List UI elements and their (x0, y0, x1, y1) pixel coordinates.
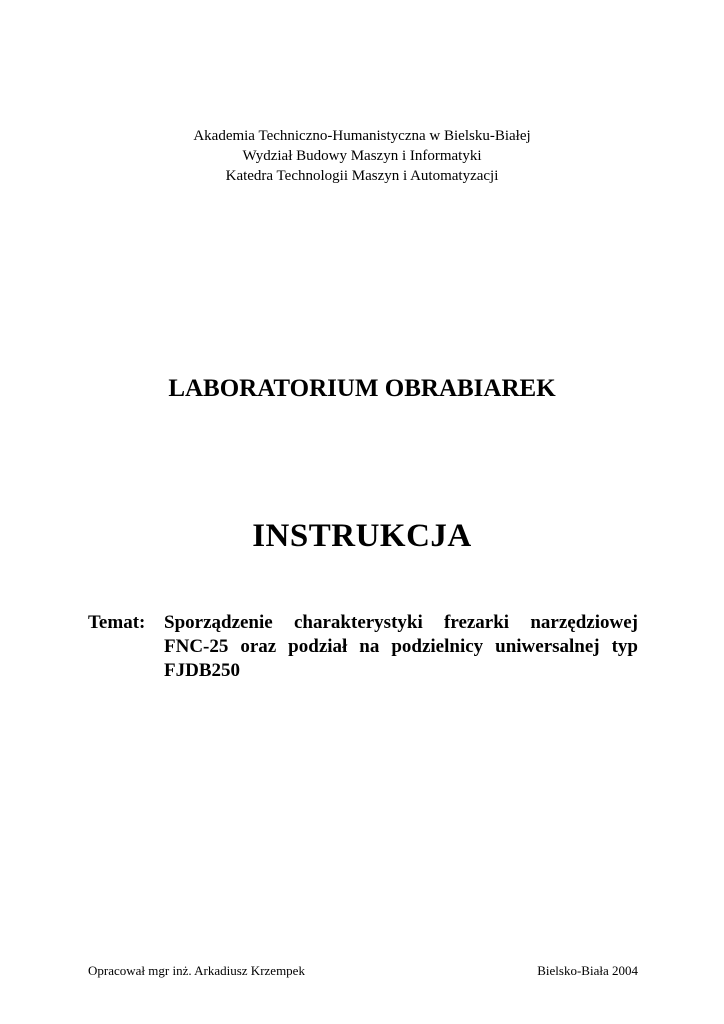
lab-title: LABORATORIUM OBRABIAREK (168, 375, 556, 402)
university-name: Akademia Techniczno-Humanistyczna w Bielsku-Białej (193, 128, 531, 144)
document-type-title: INSTRUKCJA (252, 518, 472, 554)
place-year: Bielsko-Biała 2004 (537, 963, 638, 978)
institution-header (0, 126, 724, 186)
topic-text: Sporządzenie charakterystyki frezarki narzędziowej FNC-25 oraz podział na podzielnicy uniwersalnej typ FJDB250 (164, 612, 638, 681)
faculty-name: Wydział Budowy Maszyn i Informatyki (242, 148, 482, 164)
author-credit: Opracował mgr inż. Arkadiusz Krzempek (88, 963, 305, 978)
department-name: Katedra Technologii Maszyn i Automatyzacji (225, 168, 499, 184)
topic-label: Temat: (88, 612, 146, 633)
